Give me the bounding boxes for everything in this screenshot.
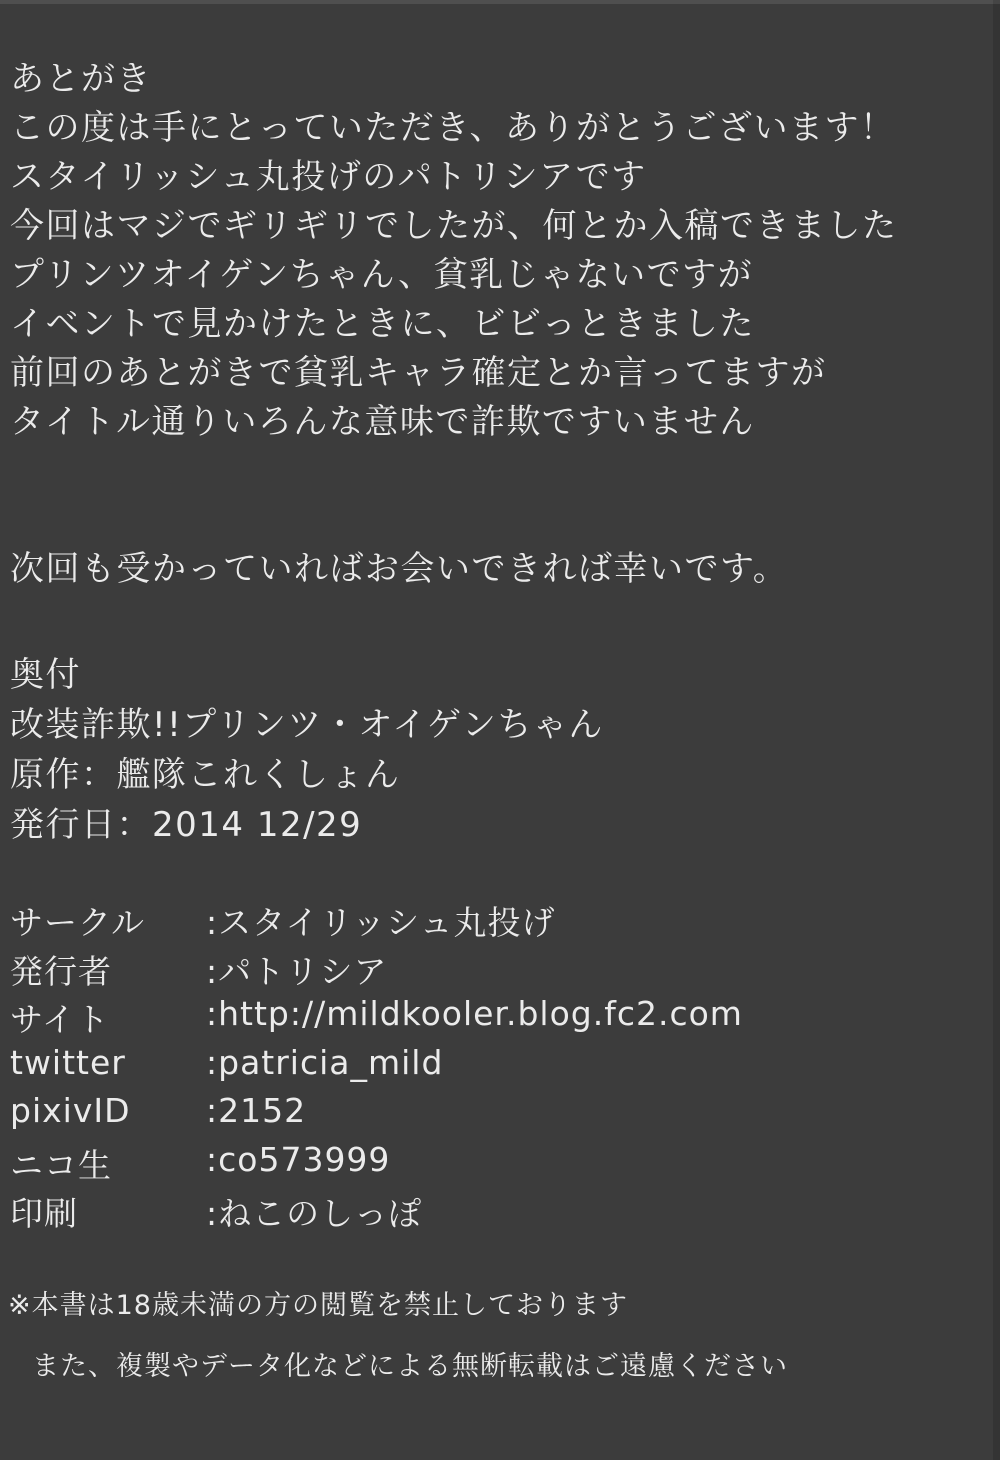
colophon-row-site [10,994,990,1043]
colophon-row-pixiv [10,1091,990,1140]
notice-line-no-reproduction: また、複製やデータ化などによる無断転載はご遠慮ください [32,1351,788,1382]
publisher-name: :パトリシア [206,951,388,991]
colophon-row-publisher [10,946,990,995]
afterword-line: スタイリッシュ丸投げのパトリシアです [10,157,647,197]
book-title: 改装詐欺!!プリンツ・オイゲンちゃん [10,705,604,745]
publish-date: 発行日：2014 12/29 [10,805,363,845]
afterword-line: イベントで見かけたときに、ビビっときました [10,304,755,344]
afterword-section [10,55,990,447]
afterword-line: この度は手にとっていただき、ありがとうございます！ [10,108,896,148]
colophon-heading: 奥付 [10,655,81,695]
colophon-row-nico [10,1140,990,1189]
afterword-line: プリンツオイゲンちゃん、貧乳じゃないですが [10,255,754,295]
original-work: 原作：艦隊これくしょん [10,755,401,795]
colophon-table [10,897,990,1237]
colophon-row-printer [10,1188,990,1237]
printer-name: :ねこのしっぽ [206,1194,423,1233]
afterword-closing-line: 次回も受かっていればお会いできれば幸いです。 [10,549,789,589]
colophon-label: 印刷 [10,1194,78,1233]
age-restriction-notice [8,1283,988,1383]
pixiv-id: :2152 [206,1091,307,1130]
twitter-handle: :patricia_mild [206,1042,444,1082]
colophon-label: 発行者 [10,951,112,991]
nico-community-id: :co573999 [206,1139,391,1179]
colophon-row-twitter [10,1043,990,1092]
colophon-label: twitter [10,1042,126,1082]
colophon-label: ニコ生 [10,1145,112,1185]
afterword-heading: あとがき [10,59,152,99]
colophon-row-circle [10,897,990,946]
colophon-section [10,650,990,850]
afterword-line: タイトル通りいろんな意味で詐欺ですいません [10,402,755,442]
colophon-label: サイト [10,1000,110,1039]
colophon-label: pixivID [10,1091,131,1130]
colophon-label: サークル [10,903,146,942]
notice-line-age: ※本書は18歳未満の方の閲覧を禁止しております [8,1290,628,1321]
circle-name: :スタイリッシュ丸投げ [206,903,556,942]
afterword-line: 前回のあとがきで貧乳キャラ確定とか言ってますが [10,353,827,393]
site-url: :http://mildkooler.blog.fc2.com [206,994,743,1033]
afterword-line: 今回はマジでギリギリでしたが、何とか入稿できました [10,206,898,246]
